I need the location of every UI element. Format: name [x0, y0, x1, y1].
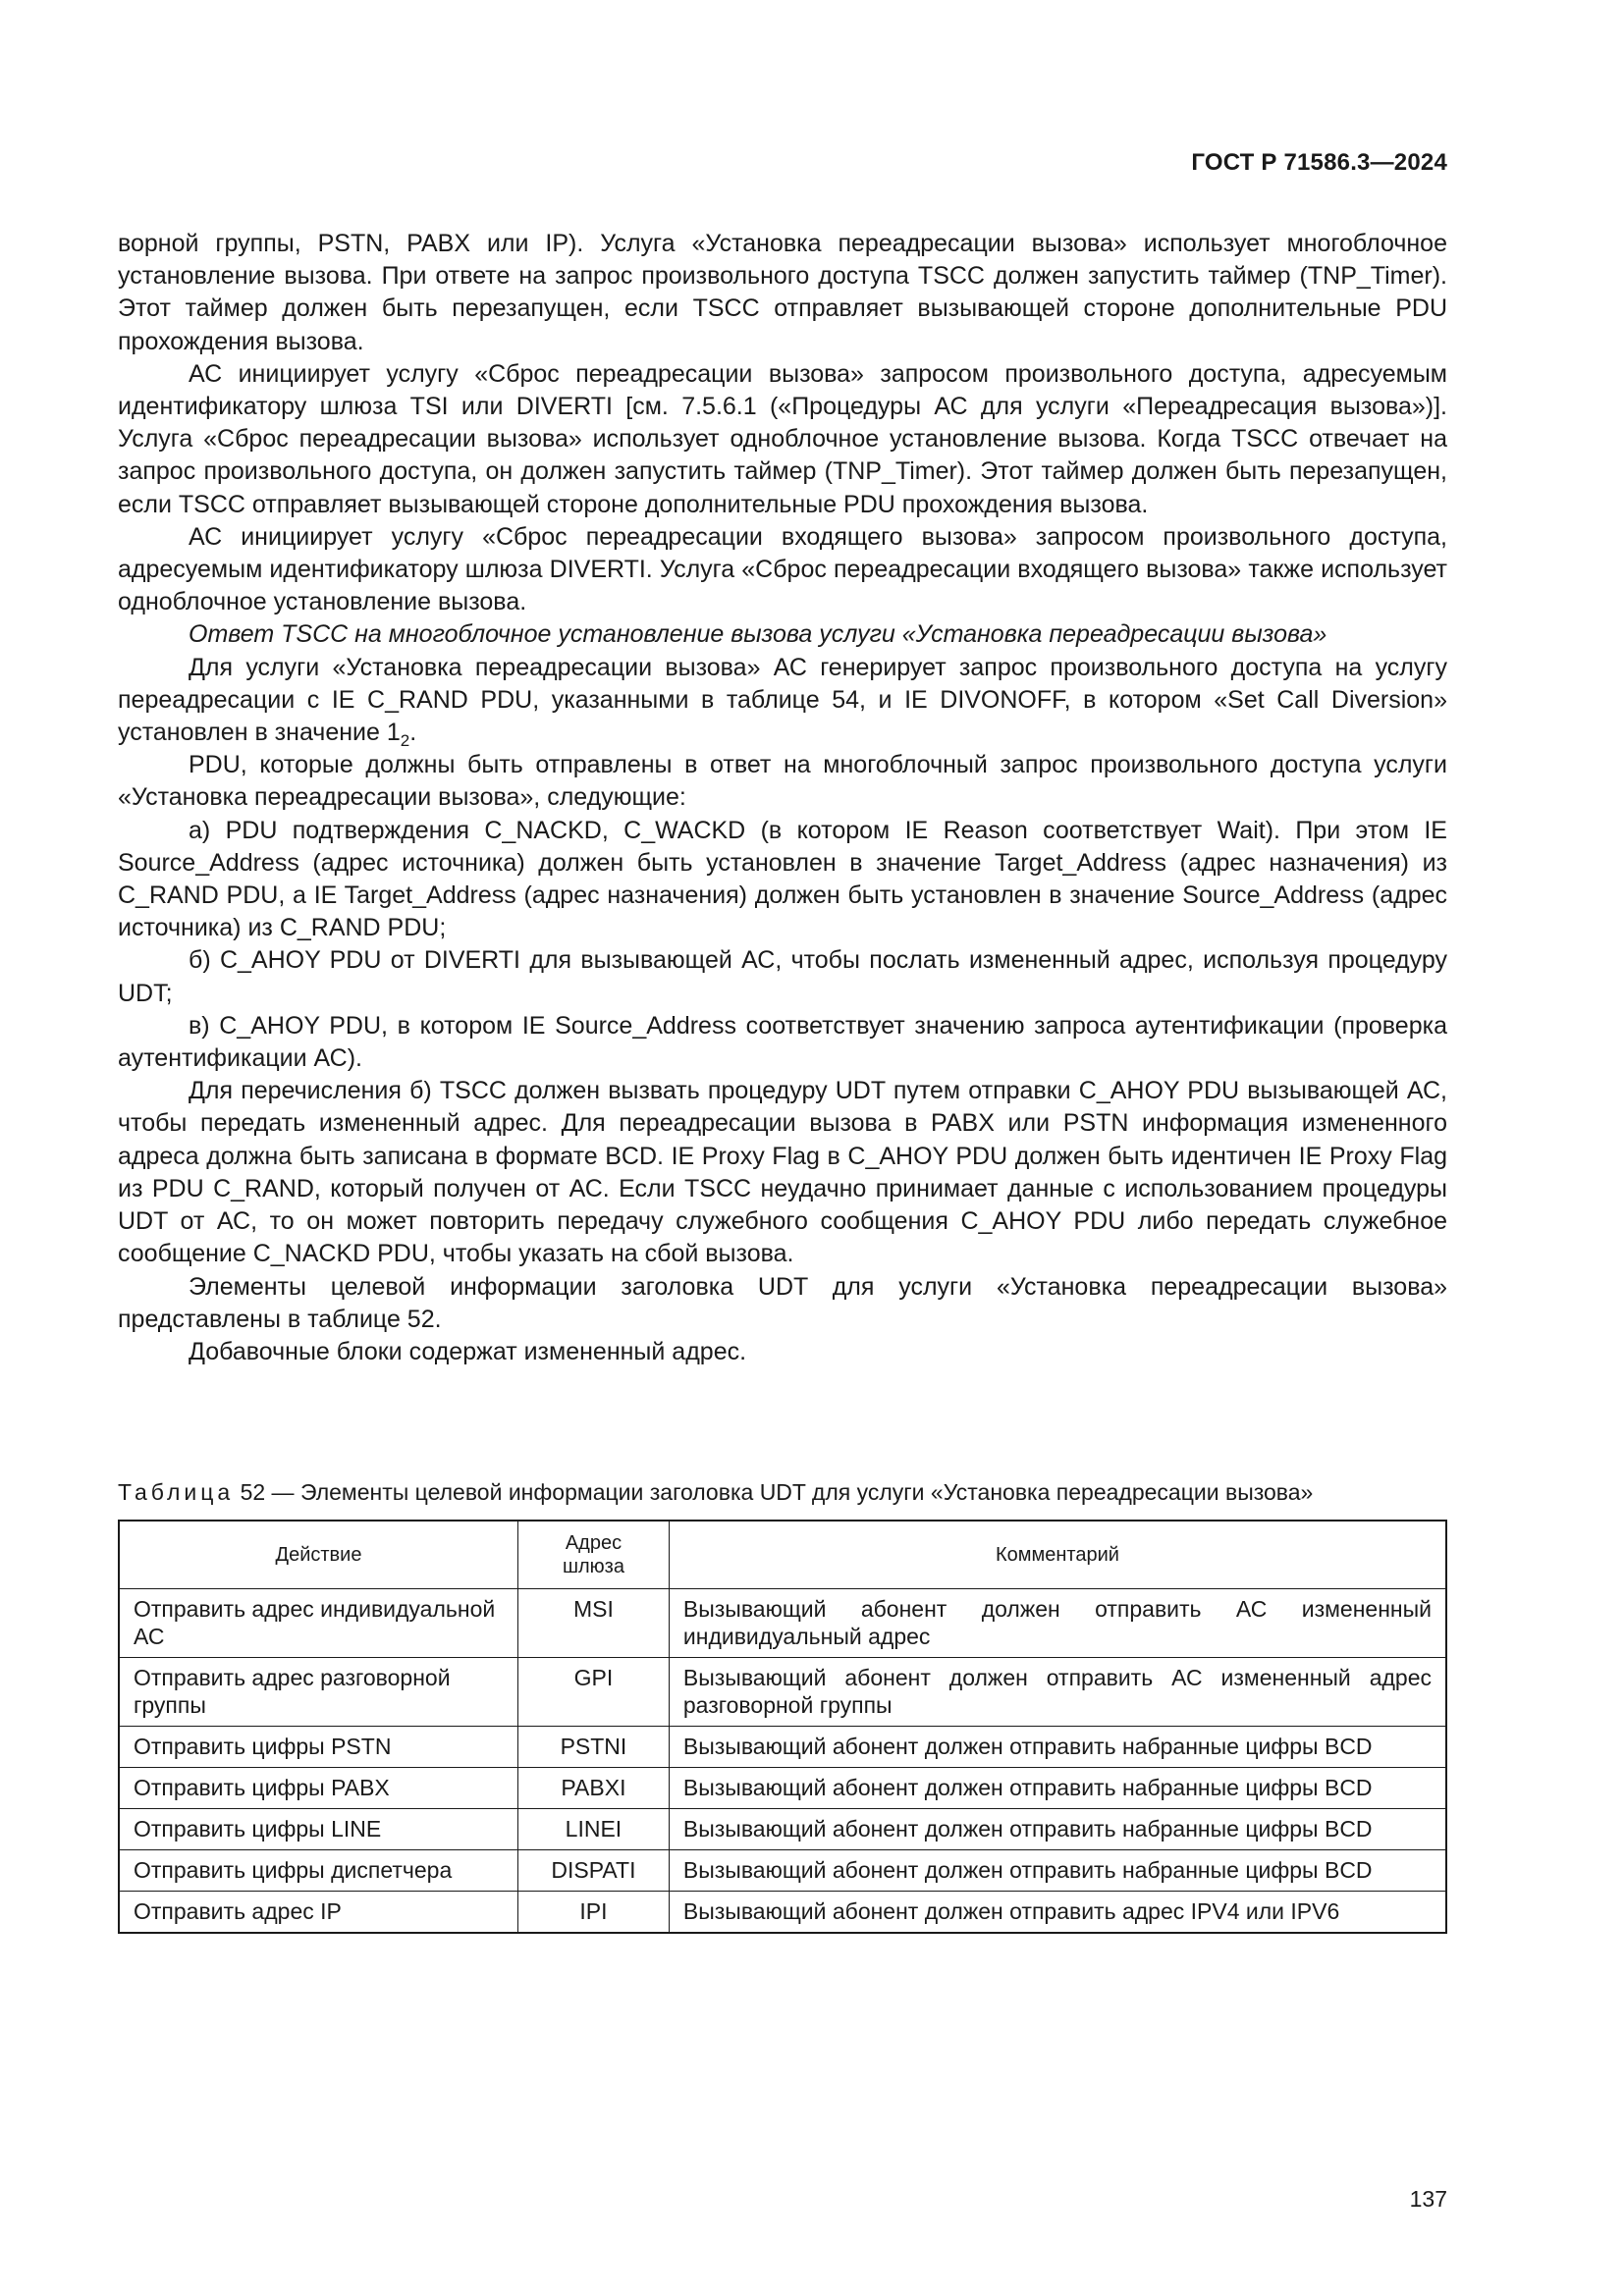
cell-action: Отправить адрес IP	[119, 1892, 518, 1934]
cell-action: Отправить цифры LINE	[119, 1809, 518, 1850]
paragraph: Элементы целевой информации заголовка UDT для услуги «Установка переадресации вызова» представлены в таблице 52.	[118, 1272, 1447, 1333]
paragraph: PDU, которые должны быть отправлены в ответ на многоблочный запрос произвольного доступа услуги «Установка переадресации вызова», следующие:	[118, 751, 1447, 812]
paragraph: АС инициирует услугу «Сброс переадресации входящего вызова» запросом произвольного доступа, адресуемым идентификатору шлюза DIVERTI. Услуга «Сброс переадресации входящего вызова» также использует одноблочное установление вызова.	[118, 522, 1447, 616]
cell-gateway: DISPATI	[518, 1850, 670, 1892]
cell-action: Отправить адрес разговорной группы	[119, 1658, 518, 1727]
cell-gateway: LINEI	[518, 1809, 670, 1850]
cell-action: Отправить адрес индивидуальной АС	[119, 1589, 518, 1658]
cell-action: Отправить цифры PABX	[119, 1768, 518, 1809]
table-row	[119, 1658, 1446, 1727]
table-row	[119, 1727, 1446, 1768]
table-row	[119, 1850, 1446, 1892]
paragraph: Добавочные блоки содержат измененный адрес.	[189, 1337, 747, 1365]
cell-comment: Вызывающий абонент должен отправить набранные цифры BCD	[669, 1768, 1446, 1809]
cell-comment: Вызывающий абонент должен отправить адрес IPV4 или IPV6	[669, 1892, 1446, 1934]
list-item: а) PDU подтверждения C_NACKD, C_WACKD (в котором IE Reason соответствует Wait). При этом IE Source_Address (адрес источника) должен быть установлен в значение Target_Address (адрес назначения) из C_RAND PDU, а IE Target_Address (адрес назначения) должен быть установлен в значение Source_Address (адрес источника) из C_RAND PDU;	[118, 816, 1447, 942]
cell-comment: Вызывающий абонент должен отправить АС измененный индивидуальный адрес	[669, 1589, 1446, 1658]
document-id-header: ГОСТ Р 71586.3—2024	[1191, 149, 1447, 176]
paragraph-end: .	[409, 719, 417, 747]
list-item: в) C_AHOY PDU, в котором IE Source_Address соответствует значению запроса аутентификации (проверка аутентификации АС).	[118, 1011, 1447, 1073]
column-header-gateway: Адрес шлюза	[518, 1521, 670, 1589]
cell-gateway: PSTNI	[518, 1727, 670, 1768]
italic-subheading: Ответ TSCC на многоблочное установление вызова услуги «Установка переадресации вызова»	[189, 620, 1327, 649]
cell-comment: Вызывающий абонент должен отправить набранные цифры BCD	[669, 1727, 1446, 1768]
table-row	[119, 1768, 1446, 1809]
body-text	[118, 228, 1447, 1368]
table-row	[119, 1892, 1446, 1934]
cell-comment: Вызывающий абонент должен отправить АС измененный адрес разговорной группы	[669, 1658, 1446, 1727]
cell-action: Отправить цифры диспетчера	[119, 1850, 518, 1892]
paragraph: ворной группы, PSTN, PABX или IP). Услуга «Установка переадресации вызова» использует многоблочное установление вызова. При ответе на запрос произвольного доступа TSCC должен запустить таймер (TNP_Timer). Этот таймер должен быть перезапущен, если TSCC отправляет вызывающей стороне дополнительные PDU прохождения вызова.	[118, 230, 1447, 355]
table-header-row	[119, 1521, 1446, 1589]
subscript: 2	[400, 731, 410, 751]
table-caption	[118, 1478, 1447, 1506]
list-item: б) C_AHOY PDU от DIVERTI для вызывающей АС, чтобы послать измененный адрес, используя процедуру UDT;	[118, 946, 1447, 1007]
column-header-action: Действие	[119, 1521, 518, 1589]
cell-gateway: MSI	[518, 1589, 670, 1658]
paragraph-text: Для услуги «Установка переадресации вызова» АС генерирует запрос произвольного доступа на услугу переадресации с IE C_RAND PDU, указанными в таблице 54, и IE DIVONOFF, в котором «Set Call Diversion» установлен в значение 1	[118, 653, 1447, 747]
page-number: 137	[1409, 2186, 1447, 2212]
cell-comment: Вызывающий абонент должен отправить набранные цифры BCD	[669, 1850, 1446, 1892]
table-row	[119, 1809, 1446, 1850]
table-52	[118, 1520, 1447, 1934]
table-caption-word: Таблица	[118, 1479, 235, 1505]
table-row	[119, 1589, 1446, 1658]
cell-gateway: PABXI	[518, 1768, 670, 1809]
cell-gateway: IPI	[518, 1892, 670, 1934]
table-caption-text: 52 — Элементы целевой информации заголовка UDT для услуги «Установка переадресации вызова»	[240, 1479, 1314, 1505]
paragraph	[118, 652, 1447, 750]
paragraph: АС инициирует услугу «Сброс переадресации вызова» запросом произвольного доступа, адресуемым идентификатору шлюза TSI или DIVERTI [см. 7.5.6.1 («Процедуры АС для услуги «Переадресация вызова»)]. Услуга «Сброс переадресации вызова» использует одноблочное установление вызова. Когда TSCC отвечает на запрос произвольного доступа, он должен запустить таймер (TNP_Timer). Этот таймер должен быть перезапущен, если TSCC отправляет вызывающей стороне дополнительные PDU прохождения вызова.	[118, 359, 1447, 518]
cell-gateway: GPI	[518, 1658, 670, 1727]
cell-comment: Вызывающий абонент должен отправить набранные цифры BCD	[669, 1809, 1446, 1850]
column-header-comment: Комментарий	[669, 1521, 1446, 1589]
cell-action: Отправить цифры PSTN	[119, 1727, 518, 1768]
paragraph: Для перечисления б) TSCC должен вызвать процедуру UDT путем отправки C_AHOY PDU вызывающей АС, чтобы передать измененный адрес. Для переадресации вызова в PABX или PSTN информация измененного адреса должна быть записана в формате BCD. IE Proxy Flag в C_AHOY PDU должен быть идентичен IE Proxy Flag из PDU C_RAND, который получен от АС. Если TSCC неудачно принимает данные с использованием процедуры UDT от АС, то он может повторить передачу служебного сообщения C_AHOY PDU либо передать служебное сообщение C_NACKD PDU, чтобы указать на сбой вызова.	[118, 1077, 1447, 1268]
